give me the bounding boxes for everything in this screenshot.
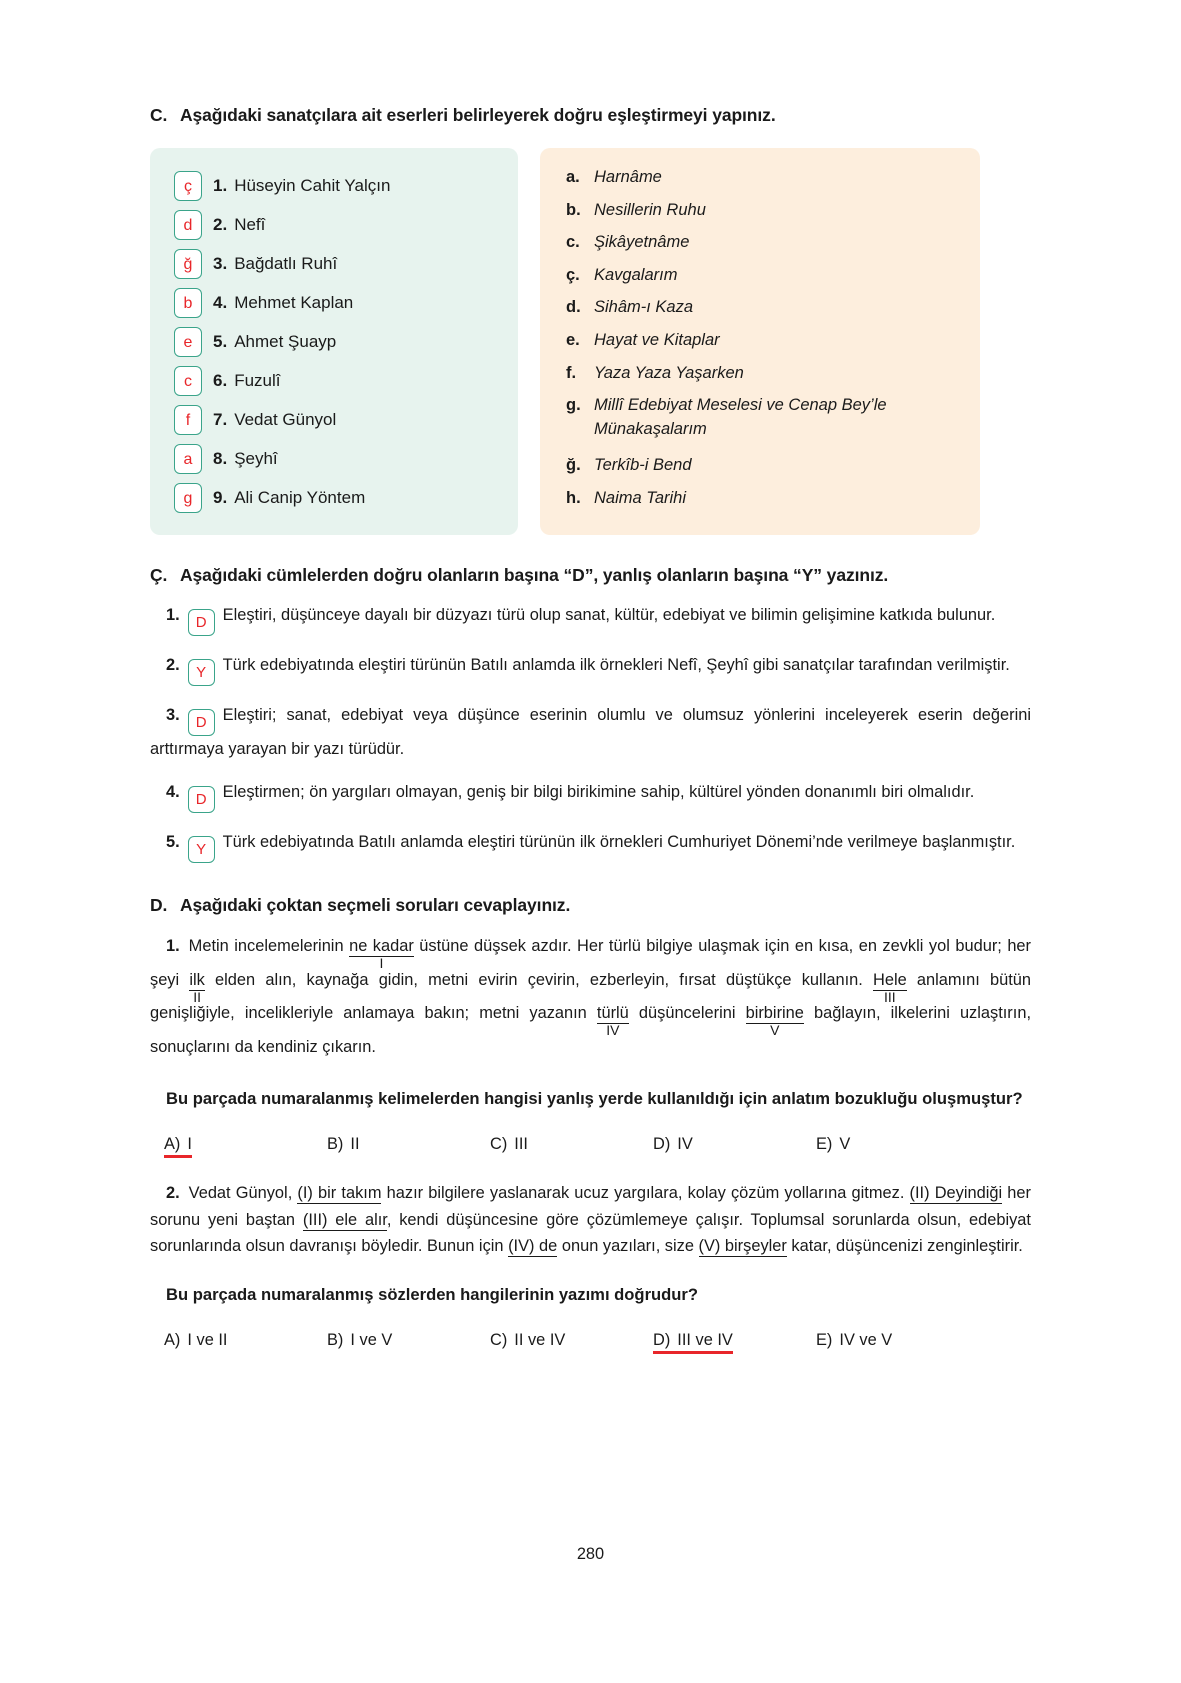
statement-text: Eleştiri; sanat, edebiyat veya düşünce eserinin olumlu ve olumsuz yönlerini inceleyerek eserin değerini arttırmaya yarayan bir yazı türüdür.: [150, 706, 1031, 759]
artist-name: Ali Canip Yöntem: [234, 487, 366, 507]
artist-name: Mehmet Kaplan: [234, 292, 354, 312]
work-letter: b.: [566, 200, 581, 219]
section-c-letter: C.: [150, 105, 168, 125]
true-false-item: [150, 602, 1031, 636]
numbered-word-text: Hele: [873, 970, 907, 989]
artist-name: Ahmet Şuayp: [234, 331, 337, 351]
answer-box[interactable]: Y: [188, 659, 215, 686]
roman-numeral: II: [193, 988, 201, 1005]
section-c-cedilla-heading: [150, 565, 1031, 586]
numbered-word-1: [349, 936, 414, 971]
item-number: 2.: [166, 656, 180, 675]
option-d[interactable]: [653, 1135, 816, 1154]
work-title: Naima Tarihi: [594, 488, 687, 507]
item-number: 3.: [166, 706, 180, 725]
passage-part: onun yazıları, size: [557, 1237, 699, 1256]
list-item[interactable]: [174, 361, 504, 400]
option-text: IV: [677, 1135, 693, 1154]
passage-part: üstüne düşsek azdır. Her türlü bilgiye ulaşmak için en kısa, en zevkli yol budur; her şeyi: [150, 936, 1032, 989]
work-title: Terkîb-i Bend: [594, 456, 692, 475]
numbered-word-4: [596, 1004, 629, 1039]
option-text: V: [839, 1135, 851, 1154]
answer-box[interactable]: e: [174, 327, 202, 357]
work-title: Hayat ve Kitaplar: [594, 330, 720, 349]
numbered-phrase-4: (IV) de: [508, 1237, 558, 1256]
item-number: 7.: [213, 409, 228, 429]
option-label: E): [816, 1135, 833, 1154]
question-2-passage: [150, 1180, 1031, 1260]
list-item: [566, 487, 962, 520]
artist-name: Fuzulî: [234, 370, 281, 390]
option-text: II ve IV: [514, 1330, 566, 1349]
option-text: III: [514, 1135, 528, 1154]
work-letter: g.: [566, 396, 581, 415]
passage-part: , kendi düşüncesine göre çözümlemeye çalışır. Toplumsal sorunlarda olsun, edebiyat sorunlarında olsun davranışı böyledir. Bunun için: [150, 1210, 1031, 1256]
item-number: 6.: [213, 370, 228, 390]
true-false-item: [150, 702, 1031, 763]
work-title: Şikâyetnâme: [594, 233, 690, 252]
item-number: 4.: [213, 292, 228, 312]
section-c-heading: [150, 105, 1031, 126]
section-c-cedilla-letter: Ç.: [150, 565, 168, 586]
artist-name: Bağdatlı Ruhî: [234, 253, 338, 273]
passage-part: Metin incelemelerinin: [188, 936, 350, 955]
list-item[interactable]: [174, 205, 504, 244]
item-lead: [150, 602, 223, 636]
work-letter: f.: [566, 363, 577, 382]
passage-part: katar, düşüncenizi zenginleştirir.: [786, 1237, 1023, 1256]
list-item[interactable]: [174, 478, 504, 517]
section-d-heading: [150, 895, 1031, 916]
numbered-word-text: ne kadar: [349, 936, 414, 955]
option-label: A): [164, 1330, 181, 1349]
list-item: [566, 264, 962, 297]
answer-box[interactable]: ç: [174, 171, 202, 201]
answer-box[interactable]: b: [174, 288, 202, 318]
work-title: Kavgalarım: [594, 265, 678, 284]
numbered-phrase-1: (I) bir takım: [297, 1184, 382, 1203]
item-number: 5.: [166, 832, 180, 851]
question-number: 1.: [166, 936, 180, 955]
true-false-item: [150, 779, 1031, 813]
roman-numeral: IV: [606, 1022, 620, 1039]
list-item: [566, 199, 962, 232]
list-item: [566, 166, 962, 199]
item-lead: [150, 652, 223, 686]
item-number: 8.: [213, 448, 228, 468]
statement-text: Eleştiri, düşünceye dayalı bir düzyazı türü olup sanat, kültür, edebiyat ve bilimin gelişimine katkıda bulunur.: [222, 606, 996, 625]
option-label: C): [490, 1330, 508, 1349]
numbered-word-5: [745, 1004, 804, 1039]
list-item: [566, 231, 962, 264]
item-number: 3.: [213, 253, 228, 273]
item-number: 2.: [213, 214, 228, 234]
work-title: Harnâme: [594, 168, 662, 186]
option-a[interactable]: [164, 1135, 327, 1154]
answer-box[interactable]: f: [174, 405, 202, 435]
item-lead: [150, 779, 223, 813]
question-2-options: [150, 1331, 1031, 1350]
answer-box[interactable]: ğ: [174, 249, 202, 279]
list-item[interactable]: [174, 166, 504, 205]
artist-name: Şeyhî: [234, 448, 278, 468]
section-d-title: Aşağıdaki çoktan seçmeli soruları cevaplayınız.: [180, 894, 571, 915]
question-number: 2.: [166, 1184, 180, 1203]
passage-part: Vedat Günyol,: [188, 1184, 298, 1203]
works-panel: [540, 148, 980, 535]
numbered-word-3: [873, 970, 907, 1005]
item-number: 1.: [166, 606, 180, 625]
list-item[interactable]: [174, 283, 504, 322]
list-item: [566, 329, 962, 362]
artists-panel: [150, 148, 518, 535]
option-e[interactable]: [816, 1135, 979, 1154]
list-item[interactable]: [174, 322, 504, 361]
numbered-word-text: birbirine: [745, 1004, 804, 1023]
work-title: Millî Edebiyat Meselesi ve Cenap Bey’le Münakaşalarım: [594, 396, 887, 438]
true-false-item: [150, 829, 1031, 863]
option-c[interactable]: [490, 1331, 653, 1350]
question-1-passage: [150, 930, 1031, 1065]
option-text: I ve V: [350, 1330, 393, 1349]
item-number: 1.: [213, 175, 228, 195]
passage-part: bağlayın, ilkelerini uzlaştırın, sonuçlarını da kendiniz çıkarın.: [150, 1004, 1031, 1056]
section-c-cedilla-title: Aşağıdaki cümlelerden doğru olanların başına “D”, yanlış olanların başına “Y” yazınız.: [180, 565, 889, 586]
answer-box[interactable]: D: [188, 609, 215, 636]
numbered-phrase-2: (II) Deyindiği: [909, 1184, 1003, 1203]
artist-name: Nefî: [234, 214, 266, 234]
roman-numeral: III: [884, 988, 896, 1005]
item-lead: [150, 702, 223, 736]
option-text: I: [187, 1135, 192, 1154]
option-d[interactable]: [653, 1331, 816, 1350]
matching-exercise: [150, 148, 1031, 535]
true-false-item: [150, 652, 1031, 686]
work-title: Nesillerin Ruhu: [594, 200, 706, 219]
answer-box[interactable]: c: [174, 366, 202, 396]
work-letter: a.: [566, 168, 580, 186]
passage-part: anlamını bütün genişliğiyle, incelikleriyle anlamaya bakın; metni yazanın: [150, 970, 1032, 1023]
question-1-options: [150, 1135, 1031, 1154]
work-title: Yaza Yaza Yaşarken: [594, 363, 744, 382]
option-c[interactable]: [490, 1135, 653, 1154]
question-2-stem: Bu parçada numaralanmış sözlerden hangilerinin yazımı doğrudur?: [166, 1285, 699, 1305]
list-item: [566, 296, 962, 329]
item-number: 9.: [213, 487, 228, 507]
option-text: II: [350, 1135, 360, 1154]
option-text: I ve II: [187, 1330, 228, 1349]
work-letter: h.: [566, 488, 581, 507]
numbered-word-text: ilk: [189, 970, 205, 989]
work-letter: ç.: [566, 265, 580, 284]
statement-text: Türk edebiyatında eleştiri türünün Batılı anlamda ilk örnekleri Nefî, Şeyhî gibi sanatçılar tarafından verilmiştir.: [222, 656, 1010, 675]
answer-box[interactable]: D: [188, 709, 215, 736]
work-letter: d.: [566, 298, 581, 317]
artist-name: Hüseyin Cahit Yalçın: [234, 175, 391, 195]
statement-text: Eleştirmen; ön yargıları olmayan, geniş bir bilgi birikimine sahip, kültürel yönden donanımlı biri olmalıdır.: [222, 782, 975, 801]
option-a[interactable]: [164, 1331, 327, 1350]
section-c-title: Aşağıdaki sanatçılara ait eserleri belirleyerek doğru eşleştirmeyi yapınız.: [180, 105, 776, 125]
answer-box[interactable]: a: [174, 444, 202, 474]
list-item[interactable]: [174, 439, 504, 478]
work-letter: c.: [566, 233, 580, 252]
passage-part: düşüncelerini: [628, 1004, 746, 1023]
work-title: Sihâm-ı Kaza: [594, 298, 694, 317]
option-label: B): [327, 1330, 344, 1349]
numbered-phrase-3: (III) ele alır: [302, 1210, 387, 1229]
answer-box[interactable]: d: [174, 210, 202, 240]
option-label: B): [327, 1135, 344, 1154]
option-label: E): [816, 1330, 833, 1349]
question-1-stem: Bu parçada numaralanmış kelimelerden hangisi yanlış yerde kullanıldığı için anlatım bozukluğu oluşmuştur?: [166, 1089, 1023, 1109]
option-text: III ve IV: [677, 1330, 733, 1349]
option-text: IV ve V: [839, 1330, 893, 1349]
list-item[interactable]: [174, 244, 504, 283]
answer-box[interactable]: Y: [188, 836, 215, 863]
option-label: D): [653, 1135, 671, 1154]
artist-name: Vedat Günyol: [234, 409, 337, 429]
answer-box[interactable]: D: [188, 786, 215, 813]
option-label: D): [653, 1330, 671, 1349]
roman-numeral: V: [770, 1022, 780, 1039]
numbered-word-text: türlü: [596, 1004, 629, 1023]
option-b[interactable]: [327, 1331, 490, 1350]
section-d-letter: D.: [150, 894, 168, 915]
option-label: A): [164, 1135, 181, 1154]
page-number: 280: [576, 1545, 605, 1563]
option-label: C): [490, 1135, 508, 1154]
work-letter: ğ.: [566, 456, 581, 475]
list-item: [566, 394, 962, 454]
item-number: 4.: [166, 782, 180, 801]
list-item: [566, 362, 962, 395]
passage-part: hazır bilgilere yaslanarak ucuz yargılara, kolay çözüm yollarına gitmez.: [381, 1184, 910, 1203]
option-e[interactable]: [816, 1331, 979, 1350]
answer-box[interactable]: g: [174, 483, 202, 513]
numbered-phrase-5: (V) birşeyler: [698, 1237, 787, 1256]
item-lead: [150, 829, 223, 863]
passage-part: elden alın, kaynağa gidin, metni evirin çevirin, ezberleyin, fırsat düştükçe kullanın.: [204, 970, 873, 989]
statement-text: Türk edebiyatında Batılı anlamda eleştiri türünün ilk örnekleri Cumhuriyet Dönemi’nde verilmeye başlanmıştır.: [222, 832, 1016, 851]
list-item: [566, 454, 962, 487]
work-letter: e.: [566, 330, 580, 349]
list-item[interactable]: [174, 400, 504, 439]
item-number: 5.: [213, 331, 228, 351]
passage-part: her sorunu yeni baştan: [150, 1184, 1031, 1229]
option-b[interactable]: [327, 1135, 490, 1154]
numbered-word-2: [189, 970, 205, 1005]
roman-numeral: I: [379, 954, 384, 971]
worksheet-page: [150, 0, 1031, 1683]
